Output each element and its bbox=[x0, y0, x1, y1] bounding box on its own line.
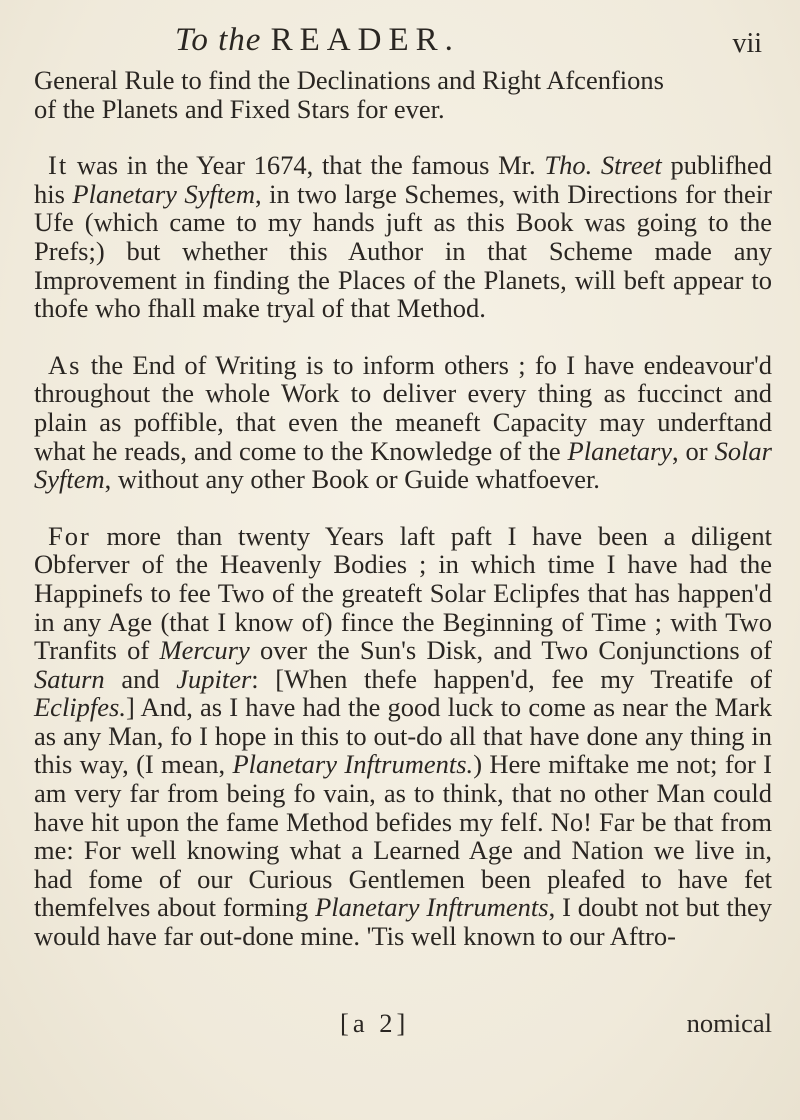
catchword: nomical bbox=[686, 1008, 772, 1038]
italic-term: Planetary Inftruments. bbox=[232, 749, 474, 780]
paragraph-2-text: , or bbox=[672, 435, 715, 466]
paragraph-1-lead: It bbox=[48, 150, 69, 181]
paragraph-3-text: more than twenty Years laft paft I have been a diligent Obferver of the Heavenly Bodies ; in which time I have had the Happinefs to fee Two of the greateft Solar Eclipfes that has happen'd in any Age (that I know of) fince the Beginning of Time ; with Two Tranfits of bbox=[34, 520, 772, 666]
running-head-prefix: To the bbox=[175, 22, 262, 58]
paragraph-3-text: over the Sun's Disk, and Two Conjunctions of bbox=[249, 635, 772, 666]
paragraph-2-text: the End of Writing is to inform others ; fo I have endeavour'd throughout the whole Work to deliver every thing as fuccinct and plain as poffible, that even the meaneft Capacity may underftand what he reads, and come to the Knowledge of the bbox=[34, 349, 772, 466]
italic-name: Tho. bbox=[544, 150, 593, 181]
paragraph-3-text: : [When thefe happen'd, fee my Treatife of bbox=[251, 663, 772, 694]
running-head-title: READER. bbox=[270, 22, 460, 58]
paragraph-3-text: , I doubt not but they would have far out-done mine. 'Tis well known to our Aftro- bbox=[34, 892, 773, 952]
paragraph-3-text: and bbox=[104, 663, 177, 694]
italic-term: Solar Syftem bbox=[34, 435, 772, 495]
paragraph-1-text: , in two large Schemes, with Directions for their Ufe (which came to my hands juft as this Book was going to the Prefs;) but whether this Author in that Scheme made any Improvement in finding the Places of the Planets, will beft appear to thofe who fhall make tryal of that Method. bbox=[34, 178, 772, 324]
paragraph-1-text: publifhed his bbox=[34, 150, 773, 209]
running-head bbox=[175, 22, 460, 59]
paragraph-1 bbox=[34, 151, 772, 323]
signature-mark: [a 2] bbox=[340, 1008, 410, 1038]
section-heading-line-1: General Rule to find the Declinations and Right Afcenfions bbox=[34, 65, 664, 95]
paragraph-2-text: , without any other Book or Guide whatfoever. bbox=[104, 464, 600, 495]
italic-name: Street bbox=[600, 150, 662, 181]
italic-term: Mercury bbox=[159, 635, 250, 666]
section-heading bbox=[34, 66, 772, 123]
paragraph-3-text: ) Here miftake me not; for I am very far from being fo vain, as to think, that no other Man could have hit upon the fame Method befides my felf. No! Far be that from me: For well knowing what a Learned Age and Nation we live in, had fome of our Curious Gentlemen been pleafed to have fet themfelves about forming bbox=[34, 749, 772, 923]
page-number: vii bbox=[732, 28, 762, 59]
italic-term: Planetary Inftruments bbox=[315, 892, 549, 923]
paragraph-1-text: was in the Year 1674, that the famous Mr. bbox=[68, 150, 545, 181]
italic-term: Jupiter bbox=[176, 663, 252, 694]
paragraph-2 bbox=[34, 351, 772, 494]
paragraph-3-lead: For bbox=[48, 520, 91, 551]
paragraph-3 bbox=[34, 522, 772, 951]
paragraph-1-text bbox=[592, 150, 601, 180]
italic-term: Planetary bbox=[567, 435, 673, 466]
italic-title: Planetary Syftem bbox=[72, 178, 256, 209]
page-header bbox=[0, 22, 800, 66]
page-footer bbox=[34, 1008, 772, 1040]
section-heading-line-2: of the Planets and Fixed Stars for ever. bbox=[34, 93, 445, 124]
body-text bbox=[34, 66, 772, 951]
italic-term: Eclipfes. bbox=[34, 692, 126, 723]
paragraph-3-text: ] And, as I have had the good luck to come as near the Mark as any Man, fo I hope in this to out-do all that have done any thing in this way, (I mean, bbox=[34, 692, 772, 780]
italic-term: Saturn bbox=[34, 663, 105, 694]
paragraph-2-lead: As bbox=[48, 349, 82, 380]
